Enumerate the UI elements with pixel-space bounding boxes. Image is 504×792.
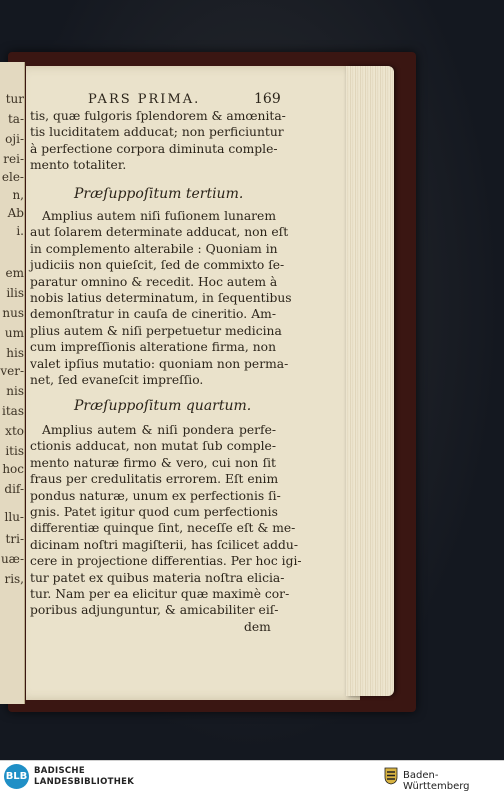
text-line: gnis. Patet igitur quod cum perfectionis xyxy=(30,505,278,520)
left-page-fragment: ilis xyxy=(6,286,24,300)
left-page-fragment: ele- xyxy=(1,170,24,184)
left-page-fragment: itis xyxy=(5,444,24,458)
text-line: pondus naturæ, unum ex perfectionis ſi- xyxy=(30,488,281,503)
text-line: paratur omnino & recedit. Hoc autem à xyxy=(30,274,278,289)
text-line: ctionis adducat, non mutat ſub comple- xyxy=(30,439,276,454)
left-page-fragment: oji- xyxy=(5,132,24,146)
page-number: 169 xyxy=(254,91,281,107)
text-line: differentiæ quinque ſint, neceſſe eſt & me- xyxy=(30,521,296,536)
text-block-3 xyxy=(30,422,302,619)
text-line: valet ipſius mutatio: quoniam non perma- xyxy=(30,356,289,371)
text-line: poribus adjunguntur, & amicabiliter eiſ- xyxy=(30,603,279,618)
blb-logo-icon[interactable]: BLB xyxy=(4,764,29,789)
left-page-fragment: nus xyxy=(2,306,24,320)
left-page-fragment: itas xyxy=(2,404,24,418)
text-line: fraus per credulitatis errorem. Eſt enim xyxy=(30,472,279,487)
text-line: cere in projectione differentias. Per hoc igi- xyxy=(30,554,302,569)
text-line: à perfectione corpora diminuta comple- xyxy=(30,141,278,156)
text-line: in complemento alterabile : Quoniam in xyxy=(30,241,278,256)
text-block-2 xyxy=(30,208,292,388)
text-line: demonſtratur in cauſa de cineritio. Am- xyxy=(30,307,276,322)
running-head: PARS PRIMA. xyxy=(88,92,201,107)
left-page-fragment: um xyxy=(4,326,24,340)
left-page-fragment: rei- xyxy=(3,152,24,166)
library-name-line1: BADISCHE xyxy=(34,766,85,776)
left-page-fragment: tri- xyxy=(5,532,24,546)
text-line: tis luciditatem adducat; non perficiuntur xyxy=(30,125,284,140)
left-page-fragment: uæ- xyxy=(0,552,24,566)
text-line: tis, quæ fulgoris ſplendorem & amœnita- xyxy=(30,109,286,123)
text-line: judiciis non quieſcit, ſed de commixto ſe- xyxy=(30,258,285,273)
coat-of-arms-icon[interactable] xyxy=(384,767,398,785)
section-heading-quartum: Præſuppoſitum quartum. xyxy=(74,398,252,414)
left-page-fragment: dif- xyxy=(4,482,24,496)
text-line: dicinam noſtri magiſterii, has ſcilicet addu- xyxy=(30,537,298,552)
state-name[interactable]: Baden-Württemberg xyxy=(403,770,470,792)
page-edges xyxy=(346,66,394,696)
text-block-1 xyxy=(30,108,286,174)
left-page-fragment: ver- xyxy=(0,364,24,378)
left-page-fragment: ta- xyxy=(7,112,24,126)
text-line: net, ſed evaneſcit impreſſio. xyxy=(30,373,204,388)
text-line: plius autem & niſi perpetuetur medicina xyxy=(30,323,282,338)
left-page-fragment: nis xyxy=(6,384,24,398)
left-page-fragment: i. xyxy=(16,224,24,238)
left-page-fragment: llu- xyxy=(4,510,24,524)
text-line: Amplius autem & niſi pondera perfe- xyxy=(42,423,276,437)
left-page-fragment: n, xyxy=(12,188,24,202)
text-line: Amplius autem niſi fuſionem lunarem xyxy=(42,209,276,223)
text-line: mento naturæ firmo & vero, cui non ſit xyxy=(30,455,276,470)
left-page-fragment: tur xyxy=(5,92,24,106)
left-page-edge xyxy=(0,62,25,704)
footer-bar xyxy=(0,760,504,792)
left-page-fragment: his xyxy=(6,346,24,360)
library-name-line2: LANDESBIBLIOTHEK xyxy=(34,777,135,787)
left-page-fragment: hoc xyxy=(2,462,24,476)
text-line: cum impreſſionis alteratione firma, non xyxy=(30,340,276,355)
left-page-fragment: ris, xyxy=(4,572,24,586)
text-line: mento totaliter. xyxy=(30,158,127,173)
section-heading-tertium: Præſuppoſitum tertium. xyxy=(74,186,244,202)
text-line: nobis latius determinatum, in ſequentibus xyxy=(30,291,292,306)
library-name[interactable] xyxy=(34,766,134,788)
left-page-fragment: em xyxy=(5,266,24,280)
text-line: tur. Nam per ea elicitur quæ maximè cor- xyxy=(30,587,290,602)
text-line: aut ſolarem determinate adducat, non eſt xyxy=(30,225,289,240)
left-page-fragment: Ab xyxy=(7,206,24,220)
left-page-fragment: xto xyxy=(5,424,24,438)
text-line: tur patet ex quibus materia noſtra elicia- xyxy=(30,570,285,585)
catchword: dem xyxy=(244,620,271,634)
